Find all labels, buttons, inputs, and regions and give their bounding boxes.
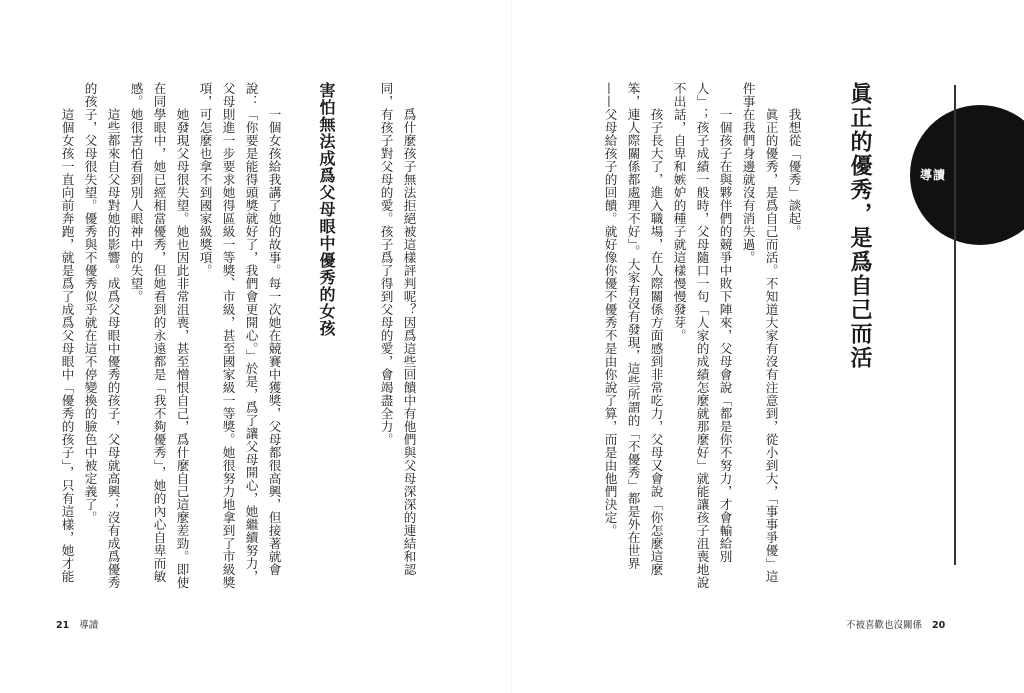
body-line: 笨，連人際關係都處理不好」。大家有沒有發現，這些所謂的「不優秀」都是外在世界 — [625, 82, 641, 570]
page-rule — [954, 85, 956, 565]
body-line: 一個女孩給我講了她的故事。每一次她在競賽中獲獎，父母都很高興，但接著就會 — [266, 108, 282, 576]
body-line: 孩子長大了，進入職場，在人際關係方面感到非常吃力，父母又會說「你怎麼這麼 — [648, 108, 664, 576]
section-heading: 害怕無法成爲父母眼中優秀的女孩 — [317, 82, 336, 337]
body-line: 說：「你要是能得頭獎就好了，我們會更開心。」於是，爲了讓父母開心，她繼續努力， — [243, 82, 259, 583]
folio-title: 不被喜歡也沒關係 — [846, 620, 923, 631]
chapter-tab-label: 導讀 — [920, 168, 947, 182]
left-folio — [56, 617, 98, 631]
body-line: 一個孩子在與夥伴們的競爭中敗下陣來，父母會說「都是你不努力，才會輸給別 — [717, 108, 733, 563]
folio-title: 導讀 — [79, 620, 99, 631]
body-line: 她發現父母很失望。她也因此非常沮喪，甚至憎恨自己，爲什麼自己這麼差勁。即使 — [174, 108, 190, 589]
body-line: 這個女孩一直向前奔跑，就是爲了成爲父母眼中「優秀的孩子」，只有這樣，她才能 — [59, 108, 75, 583]
body-line: 眞正的優秀，是爲自己而活。不知道大家有沒有注意到，從小到大，「事事爭優」這 — [763, 108, 779, 583]
body-line: 人」；孩子成績一般時，父母隨口一句「人家的成績怎麼就那麼好」就能讓孩子沮喪地說 — [694, 82, 710, 589]
body-line: 不出話，自卑和嫉妒的種子就這樣慢慢發芽。 — [671, 82, 687, 342]
body-line: 的孩子，父母很失望。優秀與不優秀似乎就在這不停變換的臉色中被定義了。 — [82, 82, 98, 524]
body-line: 這些都來自父母對她的影響。成爲父母眼中優秀的孩子，父母就高興；沒有成爲優秀 — [105, 108, 121, 589]
right-folio — [846, 617, 955, 631]
body-line: 父母則進一步要求她得區級一等獎、市級，甚至國家級一等獎。她很努力地拿到了市級獎 — [220, 82, 236, 589]
body-line: 感。她很害怕看到別人眼神中的失望。 — [128, 82, 144, 303]
page-number: 21 — [56, 620, 70, 631]
body-line: 件事在我們身邊就沒有消失過。 — [740, 82, 756, 264]
page-gutter — [511, 0, 513, 693]
body-line: 項，可怎麼也拿不到國家級獎項。 — [197, 82, 213, 277]
body-line: 同，有孩子對父母的愛。孩子爲了得到父母的愛，會竭盡全力。 — [378, 82, 394, 446]
body-line: ——父母給孩子的回饋。就好像你優不優秀不是由你說了算，而是由他們決定。 — [602, 82, 618, 537]
chapter-title: 眞正的優秀，是爲自己而活 — [847, 82, 872, 370]
page-number: 20 — [932, 620, 946, 631]
body-line: 爲什麼孩子無法拒絕被這樣評判呢？因爲這些回饋中有他們與父母深深的連結和認 — [401, 108, 417, 576]
body-line: 在同學眼中，她已經相當優秀，但她看到的永遠都是「我不夠優秀」，她的內心自卑而敏 — [151, 82, 167, 583]
body-line: 我想從「優秀」談起。 — [786, 108, 802, 238]
